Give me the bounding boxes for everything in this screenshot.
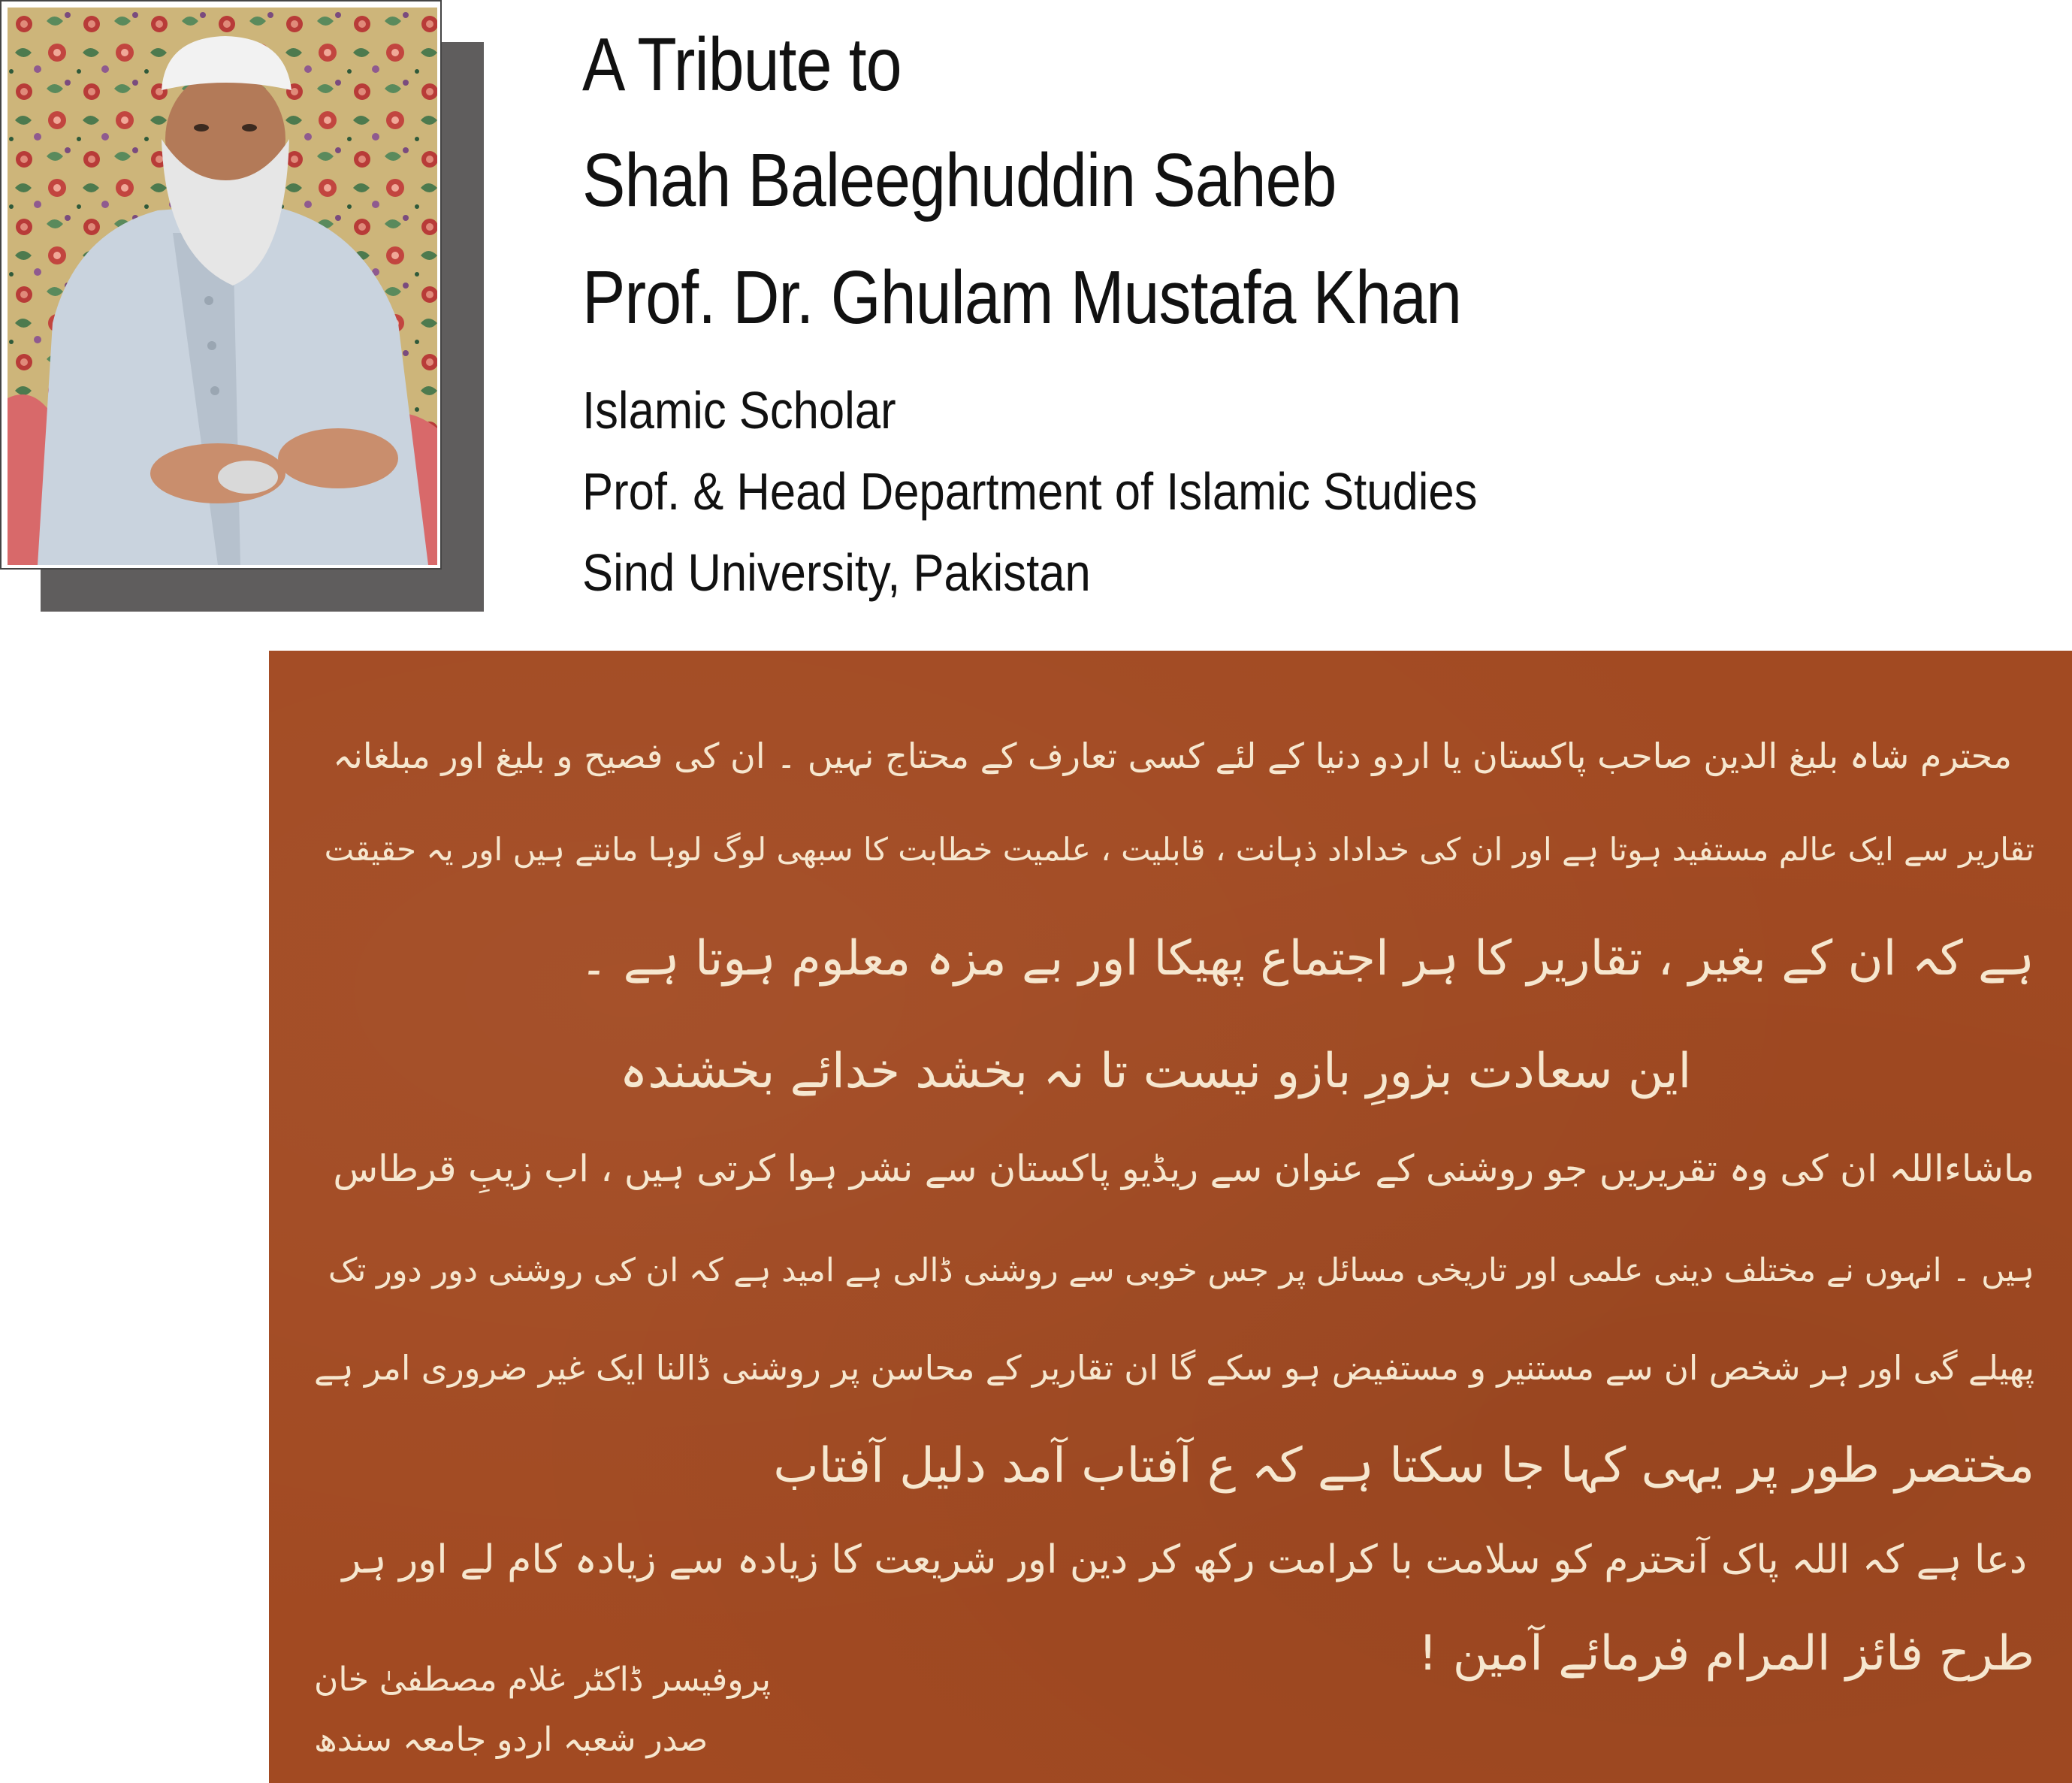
author-institution: Sind University, Pakistan xyxy=(582,543,1091,602)
heading-line-tribute: A Tribute to xyxy=(582,23,902,107)
urdu-line-2: تقاریر سے ایک عالم مستفید ہوتا ہے اور ان کی خداداد ذہانت ، قابلیت ، علمیت خطابت کا سبھی لوگ لوہا مانتے ہیں اور یہ حقیقت xyxy=(324,831,2034,868)
urdu-line-6: ہیں ۔ انہوں نے مختلف دینی علمی اور تاریخی مسائل پر جس خوبی سے روشنی ڈالی ہے امید ہے کہ ان کی روشنی دور دور تک xyxy=(328,1252,2034,1289)
portrait-photo xyxy=(0,0,442,570)
urdu-line-3: ہے کہ ان کے بغیر ، تقاریر کا ہر اجتماع پھیکا اور بے مزہ معلوم ہوتا ہے ۔ xyxy=(579,931,2034,987)
urdu-line-7: پھیلے گی اور ہر شخص ان سے مستنیر و مستفیض ہو سکے گا ان تقاریر کے محاسن پر روشنی ڈالنا ایک غیر ضروری امر ہے xyxy=(313,1348,2034,1388)
signature-name: پروفیسر ڈاکٹر غلام مصطفیٰ خان xyxy=(314,1661,772,1699)
author-role: Islamic Scholar xyxy=(582,381,896,440)
urdu-tribute-card xyxy=(269,651,2072,1783)
heading-line-honoree: Shah Baleeghuddin Saheb xyxy=(582,138,1337,222)
signature-title: صدر شعبہ اردو جامعہ سندھ xyxy=(314,1721,708,1759)
portrait-image xyxy=(8,8,437,565)
heading-line-author: Prof. Dr. Ghulam Mustafa Khan xyxy=(582,255,1462,340)
urdu-couplet-2: مختصر طور پر یہی کہا جا سکتا ہے کہ ع آفتاب آمد دلیل آفتاب xyxy=(773,1438,2034,1494)
urdu-line-9: دعا ہے کہ اللہ پاک آنحترم کو سلامت با کرامت رکھ کر دین اور شریعت کا زیادہ سے زیادہ کام لے اور ہر xyxy=(342,1537,2027,1582)
author-position: Prof. & Head Department of Islamic Studies xyxy=(582,462,1478,521)
urdu-couplet-1: این سعادت بزورِ بازو نیست تا نہ بخشد خدائے بخشندہ xyxy=(619,1044,1692,1099)
urdu-line-5: ماشاءاللہ ان کی وہ تقریریں جو روشنی کے عنوان سے ریڈیو پاکستان سے نشر ہوا کرتی ہیں ، اب زیبِ قرطاس xyxy=(333,1147,2034,1190)
urdu-line-1: محترم شاہ بلیغ الدین صاحب پاکستان یا اردو دنیا کے لئے کسی تعارف کے محتاج نہیں ۔ ان کی فصیح و بلیغ اور مبلغانہ xyxy=(333,736,2012,776)
urdu-line-10: طرح فائز المرام فرمائے آمین ! xyxy=(1418,1626,2034,1682)
